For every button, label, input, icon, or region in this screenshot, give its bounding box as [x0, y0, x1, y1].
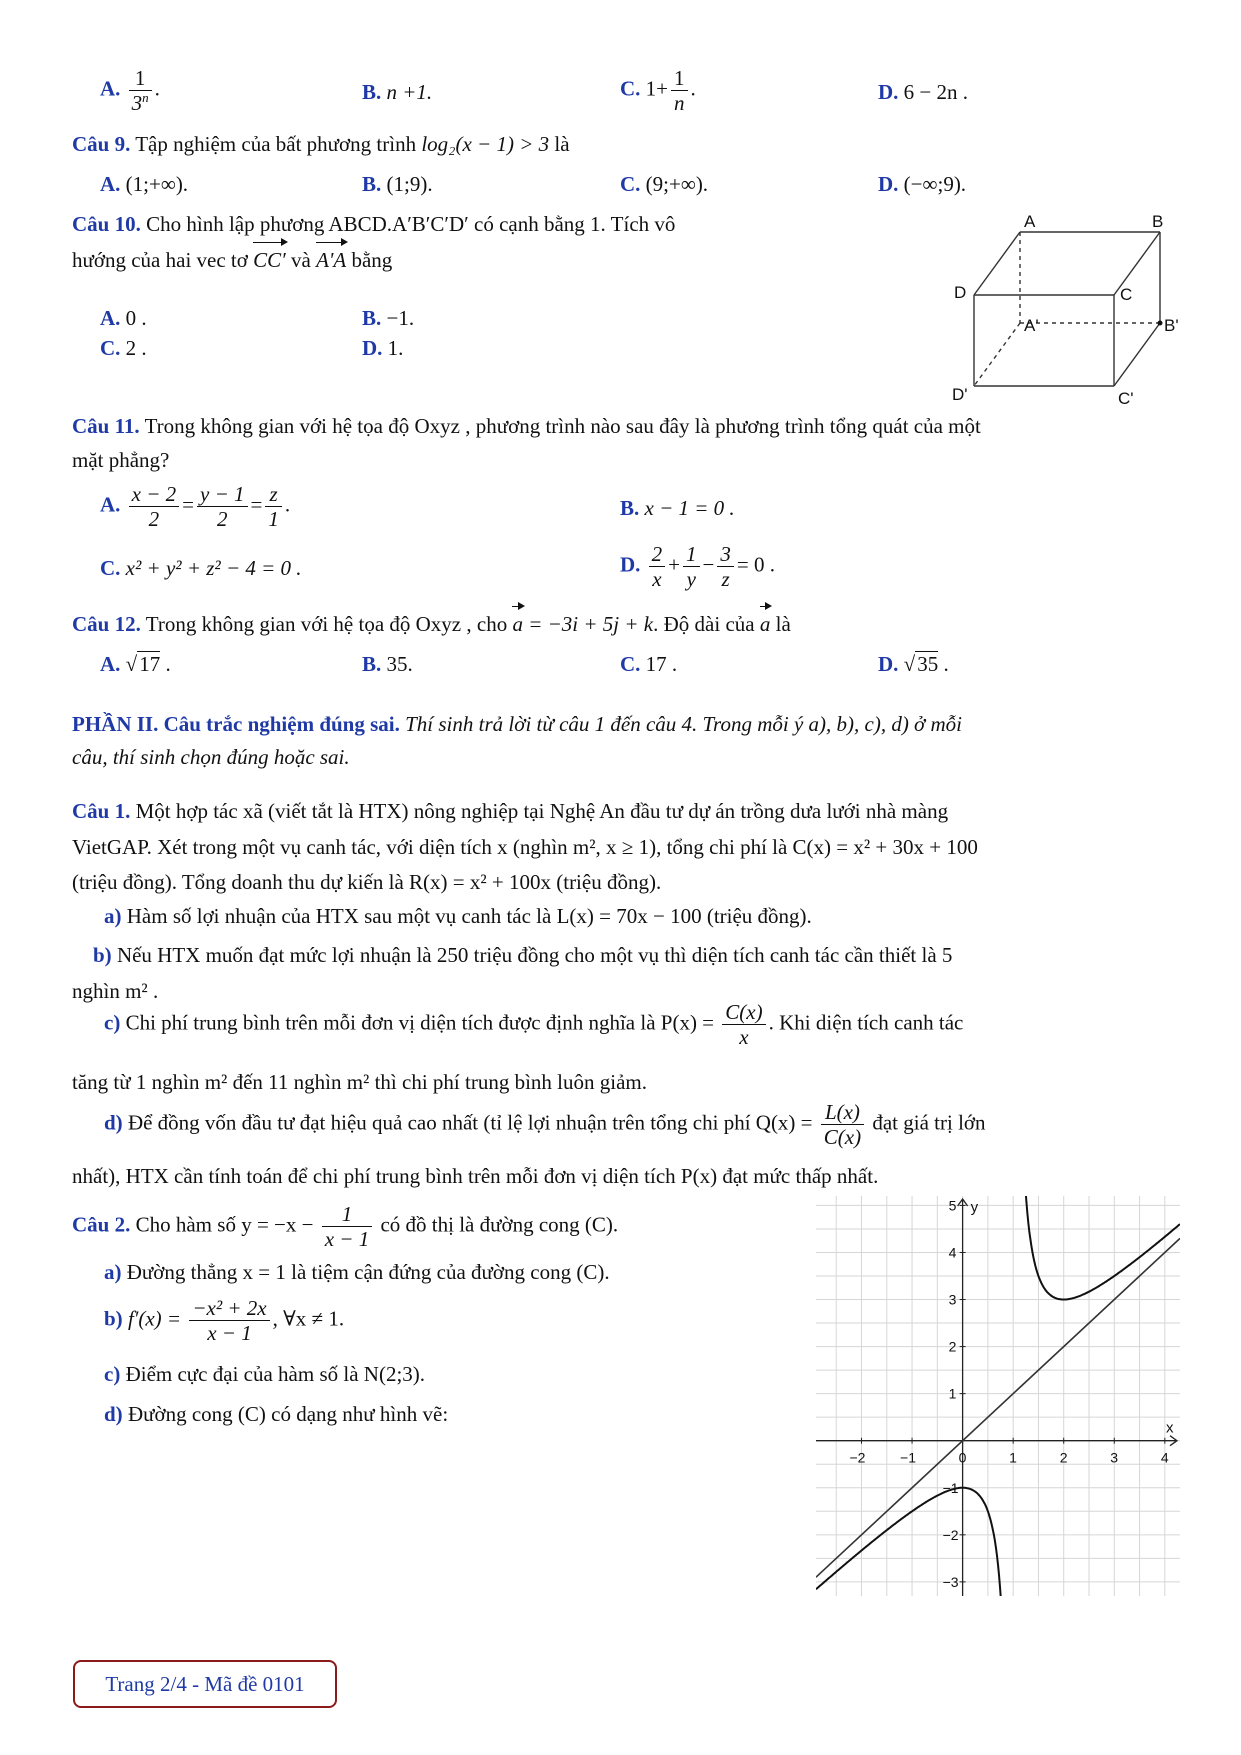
y-tick-label: 4: [948, 1244, 957, 1261]
q9-option-b: B. (1;9).: [362, 172, 433, 196]
q12-option-a: A. √17 .: [100, 652, 171, 676]
y-axis-label: y: [970, 1199, 979, 1216]
q12-stem: Câu 12. Trong không gian với hệ tọa độ Oxyz , cho a = −3i + 5j + k. Độ dài của a là: [72, 612, 791, 637]
q11-stem-line1: Câu 11. Trong không gian với hệ tọa độ Oxyz , phương trình nào sau đây là phương trình tổng quát của một: [72, 414, 981, 438]
x-tick-label: −1: [900, 1449, 917, 1466]
q8-option-c: C. 1+ $\frac{1}{n}$ .: [620, 66, 696, 116]
cube-label-d: D: [954, 283, 967, 302]
cube-label-c: C: [1120, 285, 1133, 304]
p2-item-c: c) Điểm cực đại của hàm số là N(2;3).: [104, 1362, 426, 1386]
y-tick-label: 5: [948, 1197, 957, 1214]
y-tick-label: 1: [948, 1385, 957, 1402]
q10-stem-line2: hướng của hai vec tơ CC′ và A'A bằng: [72, 248, 392, 273]
vector-cc: CC′: [253, 248, 286, 273]
y-tick-label: −1: [942, 1479, 959, 1496]
part2-heading: PHẦN II. Câu trắc nghiệm đúng sai. Thí sinh trả lời từ câu 1 đến câu 4. Trong mỗi ý a), b), c), d) ở mỗi câu, thí sinh chọn đúng hoặc sai.: [72, 712, 963, 769]
q11-option-a: A. $\frac{x - 2}{2}$ = $\frac{y - 1}{2}$ = $\frac{z}{1}$ .: [100, 482, 291, 532]
p2-stem: Câu 2. Cho hàm số y = −x − $\frac{1}{x - 1}$ có đồ thị là đường cong (C).: [72, 1202, 619, 1252]
p1-item-d-line2: nhất), HTX cần tính toán để chi phí trung bình trên mỗi đơn vị diện tích P(x) đạt mức thấp nhất.: [72, 1164, 879, 1188]
q8-option-b: B. n +1.: [362, 80, 433, 104]
y-tick-label: 3: [948, 1291, 957, 1308]
x-axis-label: x: [1166, 1419, 1174, 1437]
q11-option-d: D. $\frac{2}{x}$ + $\frac{1}{y}$ − $\frac{3}{z}$ = 0 .: [620, 542, 775, 592]
cube-label-d1: D': [952, 385, 968, 404]
q12-option-b: B. 35.: [362, 652, 413, 676]
x-tick-label: 3: [1110, 1449, 1119, 1466]
cube-label-a1: A': [1024, 316, 1039, 335]
x-tick-label: 4: [1160, 1449, 1169, 1466]
q12-option-c: C. 17 .: [620, 652, 678, 676]
q9-stem: Câu 9. Tập nghiệm của bất phương trình log₂(x − 1) > 3 là: [72, 132, 570, 156]
cube-label-c1: C': [1118, 389, 1134, 408]
q10-option-a: A. 0 .: [100, 306, 147, 330]
p1-item-d: d) Để đồng vốn đầu tư đạt hiệu quả cao nhất (tỉ lệ lợi nhuận trên tổng chi phí Q(x) = $\frac{L(x)}{C(x)}$ đạt giá trị lớn: [104, 1100, 986, 1150]
y-tick-label: −3: [942, 1573, 959, 1590]
q11-stem-line2: mặt phẳng?: [72, 448, 170, 472]
p2-item-a: a) Đường thẳng x = 1 là tiệm cận đứng của đường cong (C).: [104, 1260, 610, 1284]
p2-item-d: d) Đường cong (C) có dạng như hình vẽ:: [104, 1402, 449, 1426]
q11-option-c: C. x² + y² + z² − 4 = 0 .: [100, 556, 302, 580]
p1-item-c: c) Chi phí trung bình trên mỗi đơn vị diện tích được định nghĩa là P(x) = $\frac{C(x)}{x}$ . Khi diện tích canh tác: [104, 1000, 964, 1050]
y-tick-label: 2: [948, 1338, 957, 1355]
p2-item-b: b) f′(x) = $\frac{\text{−x² + 2x}}{x - 1}$ , ∀x ≠ 1.: [104, 1296, 345, 1346]
x-tick-label: 0: [958, 1449, 967, 1466]
q10-option-c: C. 2 .: [100, 336, 147, 360]
curve-left-branch: [816, 1488, 1001, 1596]
x-tick-label: 1: [1009, 1449, 1017, 1466]
x-tick-label: 2: [1059, 1449, 1068, 1466]
q10-stem-line1: Câu 10. Cho hình lập phương ABCD.A′B′C′D′ có cạnh bằng 1. Tích vô: [72, 212, 676, 236]
cube-label-b1: B': [1164, 316, 1179, 335]
vector-aa: A'A: [316, 248, 346, 273]
p1-item-a: a) Hàm số lợi nhuận của HTX sau một vụ canh tác là L(x) = 70x − 100 (triệu đồng).: [104, 904, 812, 928]
p1-stem: Câu 1. Một hợp tác xã (viết tắt là HTX) nông nghiệp tại Nghệ An đầu tư dự án trồng dưa lưới nhà màng VietGAP. Xét trong một vụ canh tác, với diện tích x (nghìn m², x ≥ 1), tổng chi phí là C(x) = x² + 30x + 100 (triệu đồng). Tổng doanh thu dự kiến là R(x) = x² + 100x (triệu đồng).: [72, 799, 978, 895]
q10-option-d: D. 1.: [362, 336, 404, 360]
page-number-badge: Trang 2/4 - Mã đề 0101: [73, 1660, 337, 1708]
curve-right-branch: [1025, 1196, 1180, 1300]
q12-option-d: D. √35 .: [878, 652, 949, 676]
cube-label-a: A: [1024, 212, 1036, 231]
q9-option-a: A. (1;+∞).: [100, 172, 189, 196]
cube-figure: [940, 210, 1180, 410]
function-graph: [816, 1196, 1180, 1596]
q8-option-a: A. $\frac{1}{3^n}$ .: [100, 66, 160, 116]
q11-option-b: B. x − 1 = 0 .: [620, 496, 735, 520]
cube-label-b: B: [1152, 212, 1164, 231]
x-tick-label: −2: [849, 1449, 866, 1466]
q9-option-c: C. (9;+∞).: [620, 172, 709, 196]
p1-item-b: b) Nếu HTX muốn đạt mức lợi nhuận là 250 triệu đồng cho một vụ thì diện tích canh tác cần thiết là 5 nghìn m² .: [72, 943, 953, 1003]
q9-option-d: D. (−∞;9).: [878, 172, 967, 196]
p1-item-c-line2: tăng từ 1 nghìn m² đến 11 nghìn m² thì chi phí trung bình luôn giảm.: [72, 1070, 647, 1094]
q10-option-b: B. −1.: [362, 306, 415, 330]
asymptote-line: [816, 1238, 1180, 1577]
y-tick-label: −2: [942, 1526, 959, 1543]
q8-option-d: D. 6 − 2n .: [878, 80, 969, 104]
